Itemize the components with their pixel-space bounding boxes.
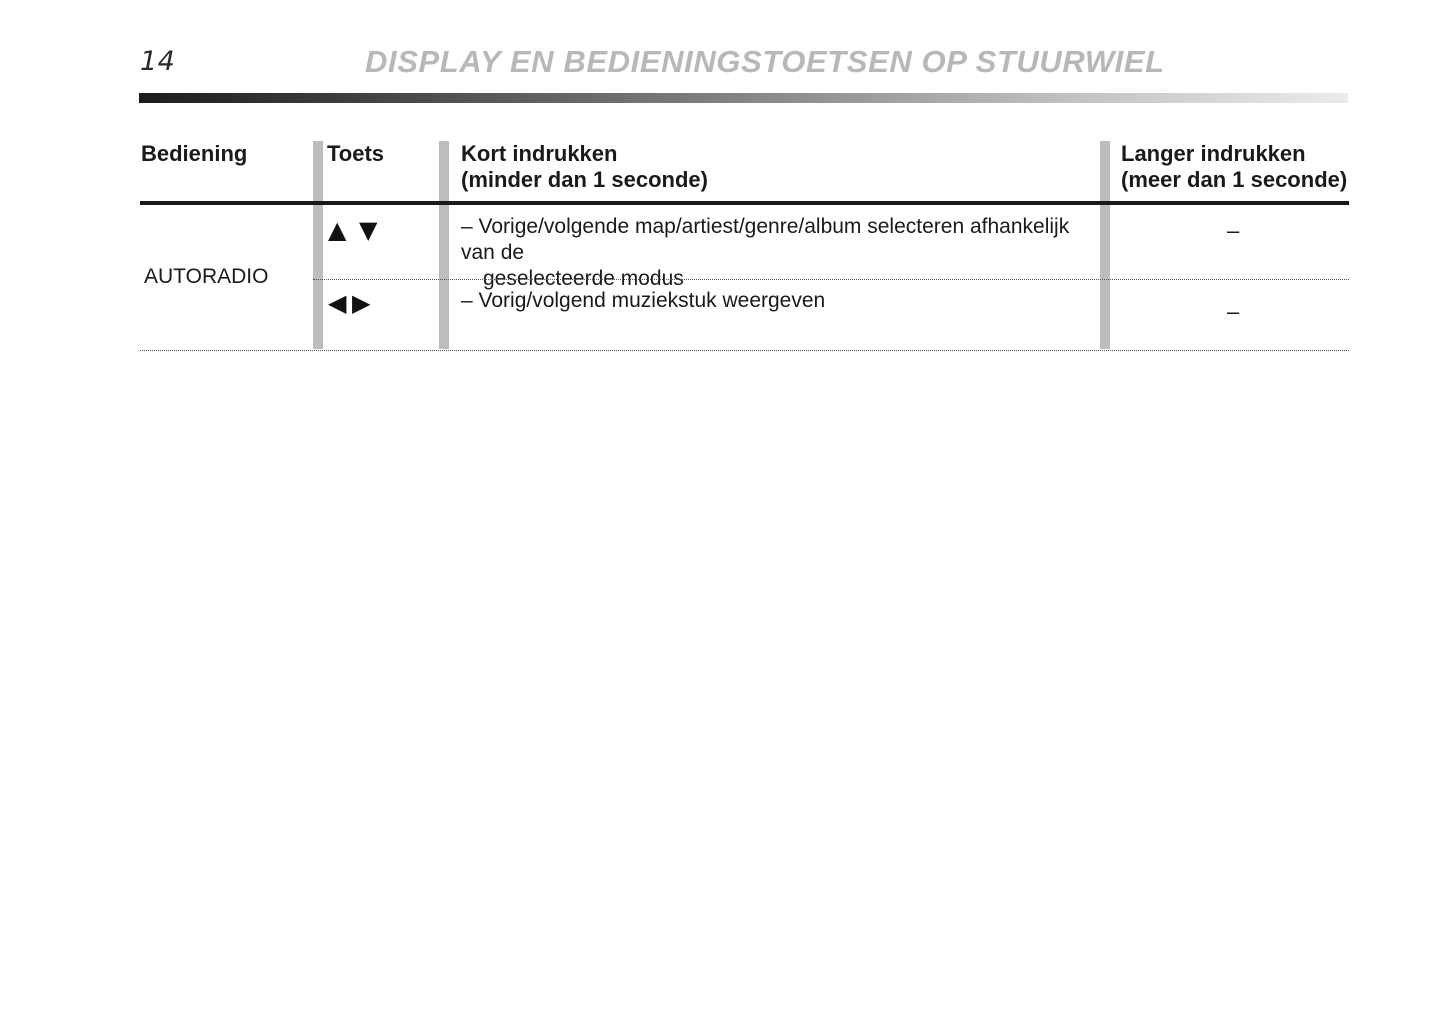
down-arrow-icon: ▼ [359,216,378,244]
left-arrow-icon: ◀ [328,289,347,317]
right-arrow-icon: ▶ [352,289,371,317]
short-press-description [461,288,1091,314]
long-press-value: – [1227,299,1240,324]
group-label-autoradio: AUTORADIO [144,265,269,288]
long-press-value: – [1227,218,1240,243]
up-arrow-icon: ▲ [328,216,347,244]
column-header-bediening [141,141,247,167]
column-header-label: Bediening [141,141,248,166]
column-header-label: Langer indrukken [1121,141,1306,166]
column-separator [313,141,323,349]
column-header-sublabel: (meer dan 1 seconde) [1121,167,1348,192]
page-title: DISPLAY EN BEDIENINGSTOETSEN OP STUURWIEL [365,44,1165,79]
description-line: – Vorige/volgende map/artiest/genre/album selecteren afhankelijk van de [461,215,1070,264]
column-header-langer-indrukken [1121,141,1347,193]
description-line: – Vorig/volgend muziekstuk weergeven [461,289,826,312]
page-number: 14 [140,46,176,77]
column-header-kort-indrukken [461,141,708,193]
column-header-label: Kort indrukken [461,141,618,166]
column-header-sublabel: (minder dan 1 seconde) [461,167,708,192]
column-separator [439,141,449,349]
short-press-description [461,214,1091,292]
header-divider [140,201,1349,205]
description-line: geselecteerde modus [483,267,684,290]
column-separator [1100,141,1110,349]
column-header-toets [327,141,384,167]
row-divider [313,279,1349,280]
table-bottom-rule [140,350,1349,351]
column-header-label: Toets [327,141,385,166]
